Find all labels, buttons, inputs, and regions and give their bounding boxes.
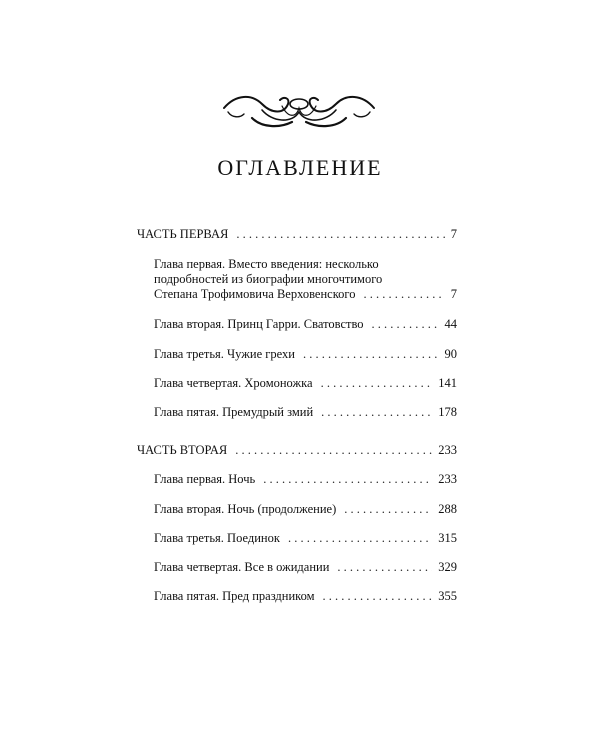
chapter-title-line: подробностей из биографии многочтимого (154, 272, 383, 286)
page-number: 7 (450, 227, 457, 241)
page-number: 90 (444, 347, 457, 361)
chapter-title-line: Глава первая. Вместо введения: несколько (154, 257, 379, 271)
toc-chapter (154, 404, 457, 420)
chapter-title: Глава пятая. Пред праздником (154, 589, 315, 603)
dot-leader (323, 588, 433, 604)
chapter-title: Степана Трофимовича Верховенского (154, 287, 356, 301)
chapter-title: Глава первая. Ночь (154, 472, 256, 486)
dot-leader (321, 404, 432, 420)
dot-leader (236, 226, 444, 242)
chapter-title: Глава третья. Чужие грехи (154, 347, 295, 361)
page-number: 178 (438, 405, 457, 419)
dot-leader (372, 316, 439, 332)
toc-part-2 (137, 442, 457, 458)
toc-chapter (154, 559, 457, 575)
toc-chapter (154, 471, 457, 487)
chapter-title: Глава третья. Поединок (154, 531, 280, 545)
page-number: 7 (450, 287, 457, 301)
toc-chapter (154, 588, 457, 604)
dot-leader (288, 530, 432, 546)
dot-leader (363, 286, 444, 302)
toc-chapter (154, 375, 457, 391)
toc-part-1 (137, 226, 457, 242)
dot-leader (337, 559, 432, 575)
page-number: 233 (438, 472, 457, 486)
dot-leader (303, 346, 439, 362)
page-number: 329 (438, 560, 457, 574)
toc-chapter (154, 346, 457, 362)
chapter-title: Глава пятая. Премудрый змий (154, 405, 314, 419)
dot-leader (263, 471, 432, 487)
dot-leader (321, 375, 433, 391)
part-title: ЧАСТЬ ВТОРАЯ (137, 443, 228, 457)
page-number: 315 (438, 531, 457, 545)
chapter-title: Глава четвертая. Хромоножка (154, 376, 313, 390)
page-number: 44 (444, 317, 457, 331)
page-number: 141 (438, 376, 457, 390)
chapter-title: Глава вторая. Принц Гарри. Сватовство (154, 317, 364, 331)
page-number: 288 (438, 502, 457, 516)
toc-chapter (154, 501, 457, 517)
chapter-title: Глава вторая. Ночь (продолжение) (154, 502, 337, 516)
toc-chapter (154, 530, 457, 546)
toc-chapter (154, 286, 457, 302)
dot-leader (235, 442, 432, 458)
toc-chapter (154, 316, 457, 332)
chapter-title: Глава четвертая. Все в ожидании (154, 560, 330, 574)
page-number: 355 (438, 589, 457, 603)
dot-leader (344, 501, 432, 517)
page-title: ОГЛАВЛЕНИЕ (217, 155, 383, 180)
ornament-flourish-icon (222, 88, 376, 132)
page-number: 233 (438, 443, 457, 457)
part-title: ЧАСТЬ ПЕРВАЯ (137, 227, 229, 241)
